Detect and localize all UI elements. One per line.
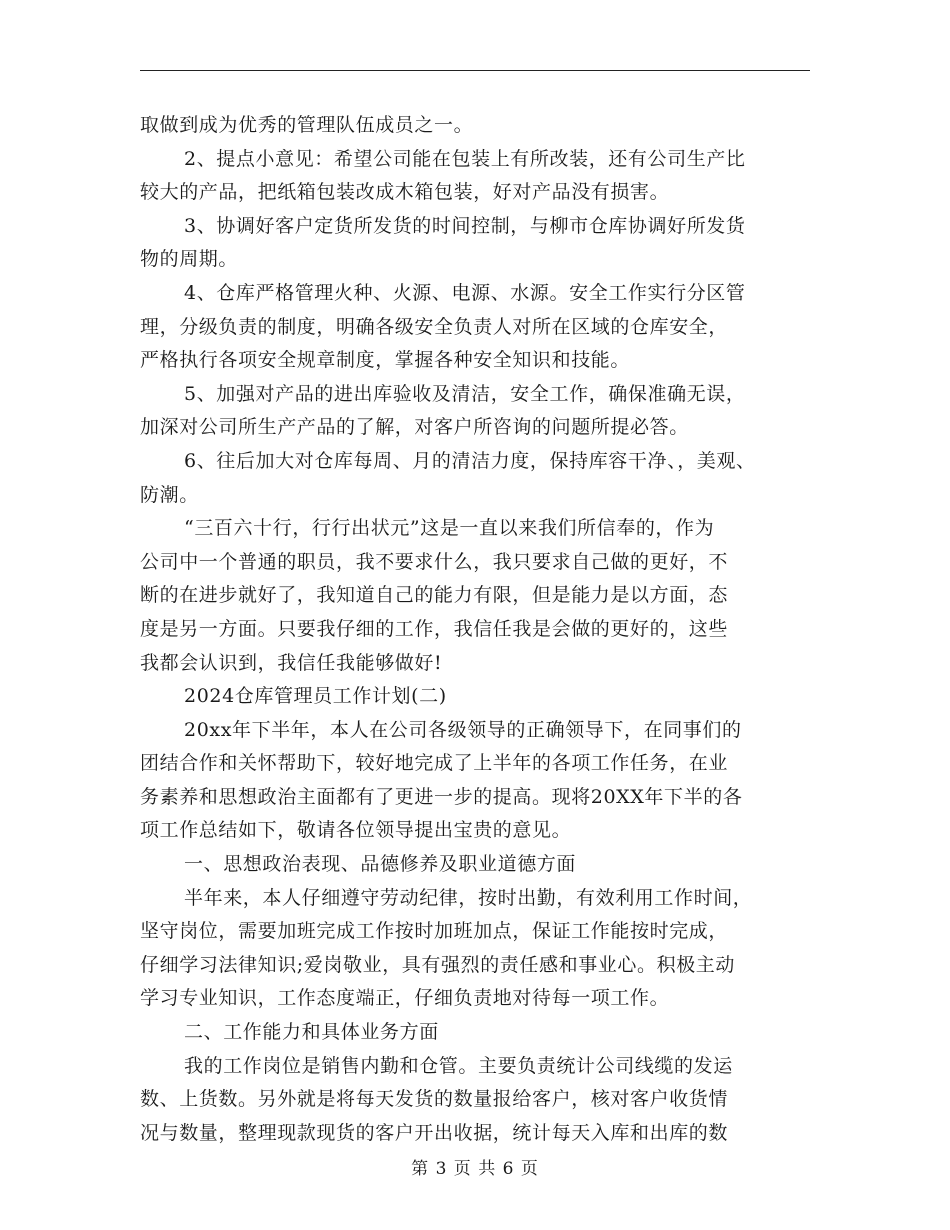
text-line: 防潮。 — [140, 483, 199, 506]
text-line: 2、提点小意见：希望公司能在包装上有所改装，还有公司生产比 — [184, 147, 746, 170]
text-line: 我都会认识到，我信任我能够做好! — [140, 651, 443, 674]
document-body — [140, 109, 830, 1150]
text-line: 4、仓库严格管理火种、火源、电源、水源。安全工作实行分区管 — [184, 281, 746, 304]
text-line: 理，分级负责的制度，明确各级安全负责人对所在区域的仓库安全， — [140, 315, 729, 338]
text-line: 团结合作和关怀帮助下，较好地完成了上半年的各项工作任务，在业 — [140, 752, 729, 775]
text-line: 5、加强对产品的进出库验收及清洁，安全工作，确保准确无误， — [184, 382, 746, 405]
text-line: 严格执行各项安全规章制度，掌握各种安全知识和技能。 — [140, 349, 631, 372]
text-line: “三百六十行，行行出状元”这是一直以来我们所信奉的，作为 — [184, 517, 715, 540]
text-line: 20xx年下半年，本人在公司各级领导的正确领导下，在同事们的 — [184, 718, 742, 741]
text-line: 物的周期。 — [140, 248, 239, 271]
text-line: 二、工作能力和具体业务方面 — [184, 1021, 439, 1044]
text-line: 取做到成为优秀的管理队伍成员之一。 — [140, 114, 474, 136]
text-line: 3、协调好客户定货所发货的时间控制，与柳市仓库协调好所发货 — [184, 214, 746, 237]
text-line: 数、上货数。另外就是将每天发货的数量报给客户，核对客户收货情 — [140, 1088, 729, 1111]
text-line: 半年来，本人仔细遵守劳动纪律，按时出勤，有效利用工作时间， — [184, 886, 753, 909]
text-line: 较大的产品，把纸箱包装改成木箱包装，好对产品没有损害。 — [140, 181, 670, 204]
text-line: 度是另一方面。只要我仔细的工作，我信任我是会做的更好的，这些 — [140, 617, 729, 640]
text-line: 断的在进步就好了，我知道自己的能力有限，但是能力是以方面，态 — [140, 584, 729, 607]
text-line: 一、思想政治表现、品德修养及职业道德方面 — [184, 853, 577, 876]
text-line: 学习专业知识，工作态度端正，仔细负责地对待每一项工作。 — [140, 987, 670, 1010]
text-line: 务素养和思想政治主面都有了更进一步的提高。现将20XX年下半的各 — [140, 785, 743, 808]
text-line: 2024仓库管理员工作计划(二) — [184, 685, 447, 708]
text-line: 6、往后加大对仓库每周、月的清洁力度，保持库容干净、，美观、 — [184, 449, 756, 472]
page-number: 第 3 页 共 6 页 — [411, 1159, 539, 1179]
header-rule — [140, 70, 810, 71]
text-line: 加深对公司所生产产品的了解，对客户所咨询的问题所提必答。 — [140, 416, 689, 439]
text-line: 我的工作岗位是销售内勤和仓管。主要负责统计公司线缆的发运 — [184, 1054, 733, 1077]
text-line: 公司中一个普通的职员，我不要求什么，我只要求自己做的更好，不 — [140, 550, 729, 573]
text-line: 坚守岗位，需要加班完成工作按时加班加点，保证工作能按时完成， — [140, 920, 729, 943]
text-line: 项工作总结如下，敬请各位领导提出宝贵的意见。 — [140, 819, 572, 842]
text-line: 况与数量，整理现款现货的客户开出收据，统计每天入库和出库的数 — [140, 1121, 729, 1144]
text-line: 仔细学习法律知识;爱岗敬业，具有强烈的责任感和事业心。积极主动 — [140, 953, 736, 976]
